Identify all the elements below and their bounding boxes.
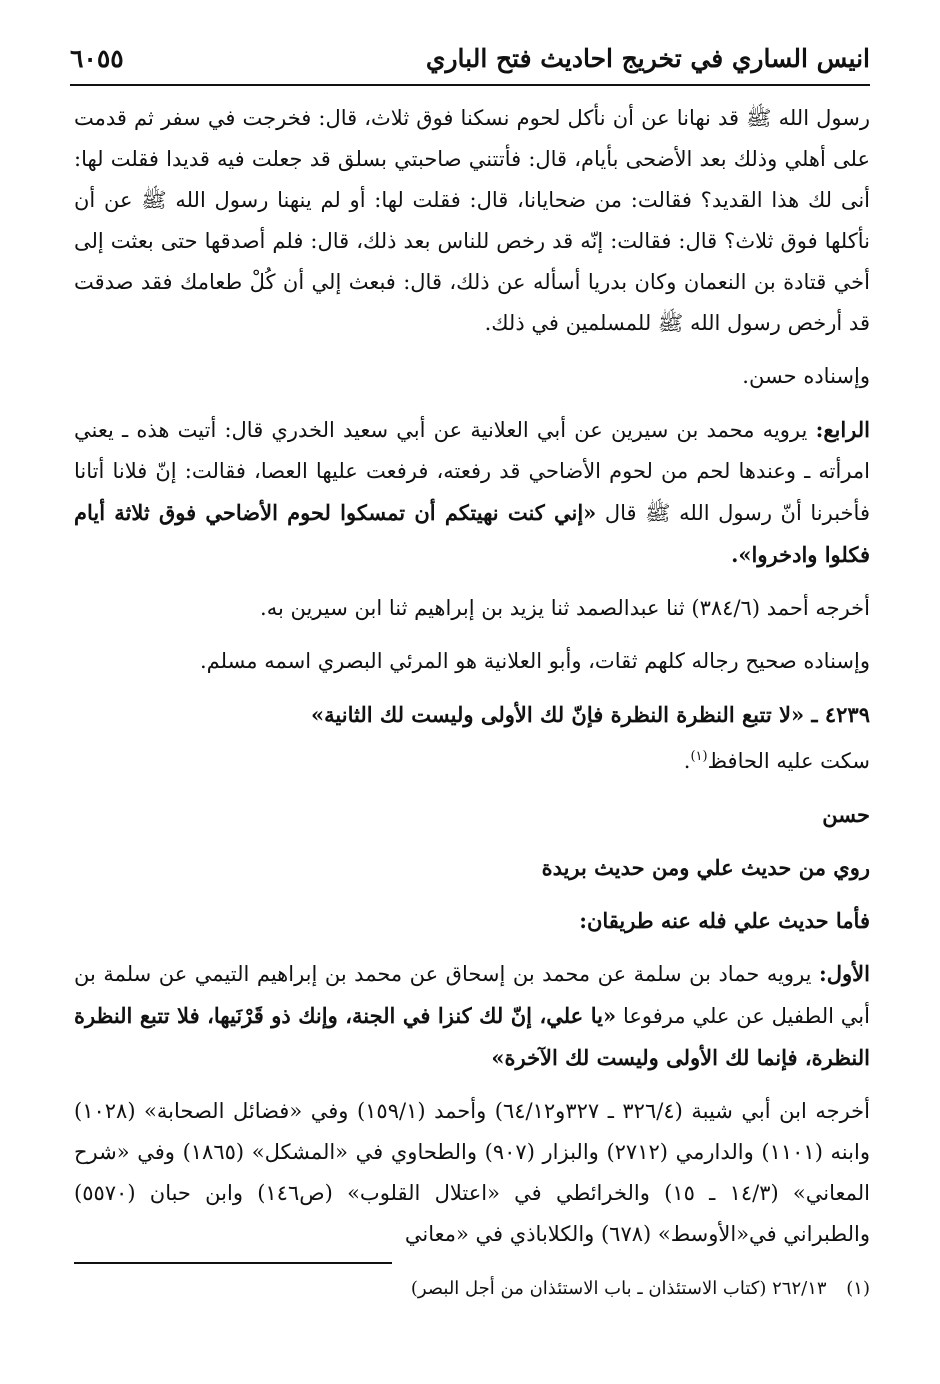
hadith-quote: «يا علي، إنّ لك كنزا في الجنة، وإنك ذو قَرْنَيها، فلا تتبع النظرة النظرة، فإنما لك الأولى وليست لك الآخرة» — [74, 1003, 870, 1070]
footnote-divider — [74, 1262, 392, 1264]
page-header — [70, 40, 870, 86]
running-title: انيس الساري في تخريج احاديث فتح الباري — [425, 44, 870, 73]
footnote-number: (١) — [846, 1278, 870, 1299]
hadith-grade: حسن — [822, 802, 870, 827]
page-number: ٦٠٥٥ — [70, 44, 124, 73]
route-text: يرويه حماد بن سلمة عن محمد بن إسحاق عن محمد بن إبراهيم التيمي عن سلمة بن أبي الطفيل عن علي مرفوعا — [74, 962, 870, 1028]
footnote — [74, 1274, 870, 1304]
paragraph-takhrij: أخرجه أحمد (٣٨٤/٦) ثنا عبدالصمد ثنا يزيد بن إبراهيم ثنا ابن سيرين به. — [260, 596, 870, 620]
route-label: الأول: — [819, 961, 870, 986]
hadith-heading: ٤٢٣٩ ـ «لا تتبع النظرة النظرة فإنّ لك الأولى وليست لك الثانية» — [311, 702, 870, 727]
paragraph-takhrij-sources: أخرجه ابن أبي شيبة (٣٢٦/٤ ـ ٣٢٧و٦٤/١٢) وأحمد (١٥٩/١) وفي «فضائل الصحابة» (١٠٢٨) وابنه (١١٠١) والدارمي (٢٧١٢) والبزار (٩٠٧) والطحاوي في «المشكل» (١٨٦٥) وفي «شرح المعاني» (١٤/٣ ـ ١٥) والخرائطي في «اعتلال القلوب» (ص١٤٦) وابن حبان (٥٥٧٠) والطبراني في«الأوسط» (٦٧٨) والكلاباذي في «معاني — [74, 1099, 871, 1246]
paragraph-hafiz-note — [74, 741, 870, 782]
paragraph-fourth-route — [74, 409, 870, 576]
period: . — [683, 749, 691, 773]
section-heading: فأما حديث علي فله عنه طريقان: — [579, 908, 870, 933]
hafiz-note-text: سكت عليه الحافظ — [707, 749, 870, 773]
paragraph-first-route — [74, 953, 870, 1079]
footnote-ref[interactable]: (١) — [690, 749, 708, 764]
paragraph-isnad-grade: وإسناده حسن. — [742, 364, 870, 388]
paragraph-isnad-note: وإسناده صحيح رجاله كلهم ثقات، وأبو العلانية هو المرئي البصري اسمه مسلم. — [199, 649, 870, 673]
narration-note: روي من حديث علي ومن حديث بريدة — [541, 855, 870, 880]
hadith-quote: «إني كنت نهيتكم أن تمسكوا لحوم الأضاحي فوق ثلاثة أيام فكلوا وادخروا». — [74, 500, 870, 567]
route-text: يرويه محمد بن سيرين عن أبي العلانية عن أبي سعيد الخدري قال: أتيت هذه ـ يعني امرأته ـ وعندها لحم من لحوم الأضاحي قد رفعته، فرفعت عليها العصا، فقالت: إنّ فلانا أتانا فأخبرنا أنّ رسول الله ﷺ قال — [74, 418, 870, 525]
paragraph-hadith-text: رسول الله ﷺ قد نهانا عن أن نأكل لحوم نسكنا فوق ثلاث، قال: فخرجت في سفر ثم قدمت على أهلي وذلك بعد الأضحى بأيام، قال: فأتتني صاحبتي بسلق قد جعلت فيه قديدا فقلت لها: أنى لك هذا القديد؟ فقالت: من ضحايانا، قال: فقلت لها: أو لم ينهنا رسول الله ﷺ عن أن نأكلها فوق ثلاث؟ قال: فقالت: إنّه قد رخص للناس بعد ذلك، قال: فلم أصدقها حتى بعثت إلى أخي قتادة بن النعمان وكان بدريا أسأله عن ذلك، قال: فبعث إلي أن كُلْ طعامك فقد صدقت قد أرخص رسول الله ﷺ للمسلمين في ذلك. — [74, 106, 870, 335]
route-label: الرابع: — [815, 417, 870, 442]
footnote-text: ٢٦٢/١٣ (كتاب الاستئذان ـ باب الاستئذان من أجل البصر) — [410, 1278, 827, 1299]
main-text — [74, 98, 870, 1267]
